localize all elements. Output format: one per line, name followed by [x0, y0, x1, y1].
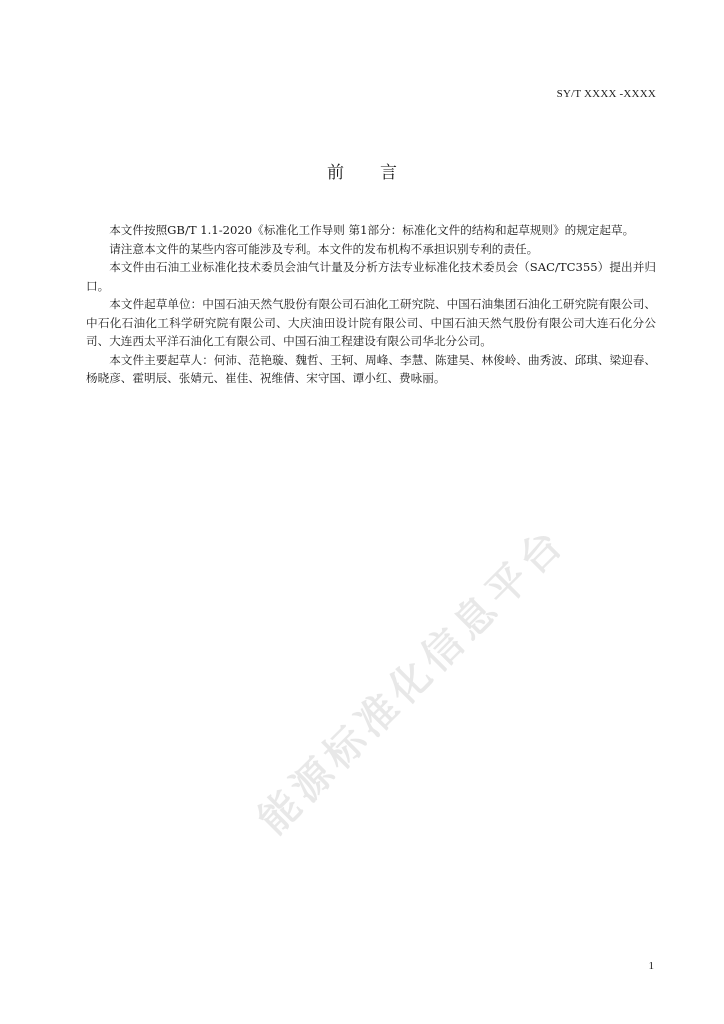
foreword-body	[86, 221, 656, 388]
paragraph-drafters: 本文件主要起草人：何沛、范艳璇、魏哲、王轲、周峰、李慧、陈建昊、林俊岭、曲秀波、邱琪、梁迎春、杨晓彦、霍明辰、张婧元、崔佳、祝维倩、宋守国、谭小红、费咏丽。	[86, 352, 656, 385]
paragraph-drafting-rules: 本文件按照GB/T 1.1-2020《标准化工作导则 第1部分：标准化文件的结构和起草规则》的规定起草。	[109, 223, 635, 237]
paragraph-proposer: 本文件由石油工业标准化技术委员会油气计量及分析方法专业标准化技术委员会（SAC/TC355）提出并归口。	[86, 260, 656, 293]
document-code: SY/T XXXX -XXXX	[556, 88, 656, 100]
paragraph-drafting-units: 本文件起草单位：中国石油天然气股份有限公司石油化工研究院、中国石油集团石油化工研究院有限公司、中石化石油化工科学研究院有限公司、大庆油田设计院有限公司、中国石油天然气股份有限公司大连石化分公司、大连西太平洋石油化工有限公司、中国石油工程建设有限公司华北分公司。	[86, 297, 656, 348]
page-title	[0, 158, 724, 183]
paragraph-patent-notice: 请注意本文件的某些内容可能涉及专利。本文件的发布机构不承担识别专利的责任。	[109, 241, 539, 256]
title-part-2: 言	[380, 163, 397, 183]
page-number: 1	[648, 960, 654, 972]
watermark: 能源标准化信息平台	[249, 518, 576, 844]
title-part-1: 前	[327, 163, 344, 183]
